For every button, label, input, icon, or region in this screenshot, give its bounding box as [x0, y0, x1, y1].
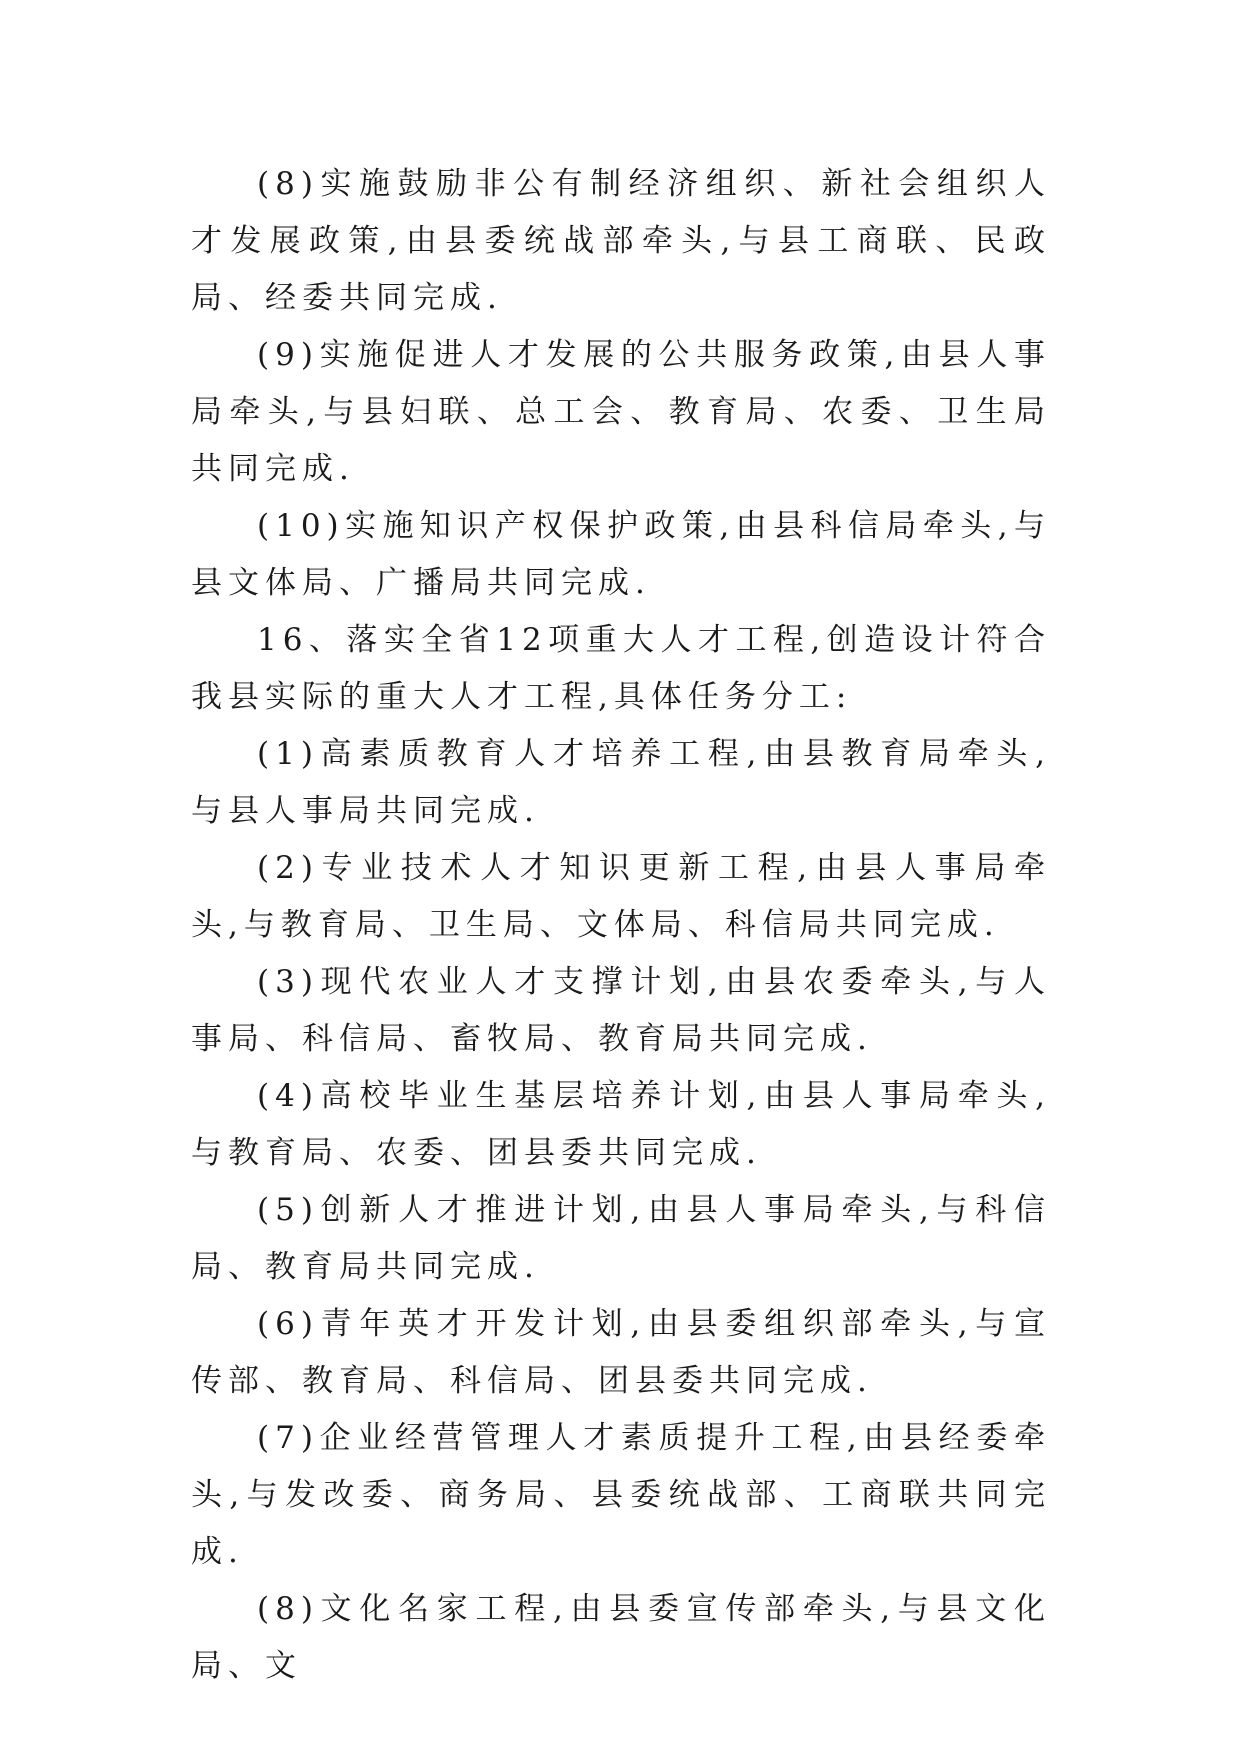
paragraph-project-7: (7)企业经营管理人才素质提升工程,由县经委牵头,与发改委、商务局、县委统战部、工商联共同完成.: [191, 1420, 1051, 1570]
document-body: [191, 156, 1051, 1695]
paragraph-project-2: (2)专业技术人才知识更新工程,由县人事局牵头,与教育局、卫生局、文体局、科信局共同完成.: [191, 850, 1051, 943]
paragraph-project-8: (8)文化名家工程,由县委宣传部牵头,与县文化局、文: [191, 1591, 1051, 1684]
paragraph-project-1: (1)高素质教育人才培养工程,由县教育局牵头,与县人事局共同完成.: [191, 736, 1051, 829]
paragraph-policy-8: (8)实施鼓励非公有制经济组织、新社会组织人才发展政策,由县委统战部牵头,与县工商联、民政局、经委共同完成.: [191, 166, 1051, 316]
paragraph-project-5: (5)创新人才推进计划,由县人事局牵头,与科信局、教育局共同完成.: [191, 1192, 1051, 1285]
paragraph-project-6: (6)青年英才开发计划,由县委组织部牵头,与宣传部、教育局、科信局、团县委共同完成.: [191, 1306, 1051, 1399]
paragraph-project-3: (3)现代农业人才支撑计划,由县农委牵头,与人事局、科信局、畜牧局、教育局共同完成.: [191, 964, 1051, 1057]
paragraph-policy-10: (10)实施知识产权保护政策,由县科信局牵头,与县文体局、广播局共同完成.: [191, 508, 1051, 601]
paragraph-project-4: (4)高校毕业生基层培养计划,由县人事局牵头,与教育局、农委、团县委共同完成.: [191, 1078, 1051, 1171]
paragraph-item-16: 16、落实全省12项重大人才工程,创造设计符合我县实际的重大人才工程,具体任务分工:: [191, 622, 1051, 715]
paragraph-policy-9: (9)实施促进人才发展的公共服务政策,由县人事局牵头,与县妇联、总工会、教育局、农委、卫生局共同完成.: [191, 337, 1051, 487]
